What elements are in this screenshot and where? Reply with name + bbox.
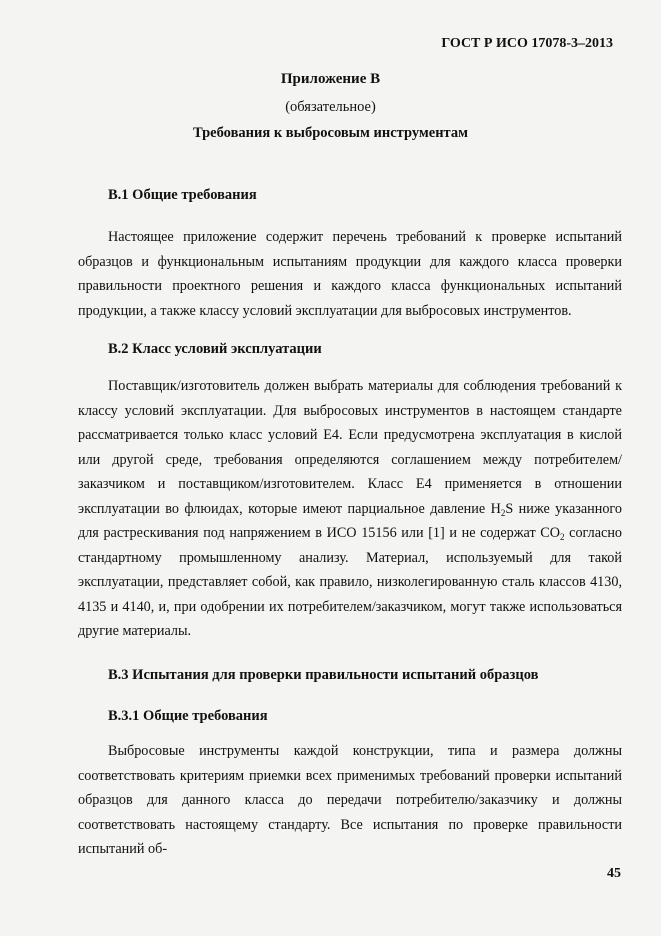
b2-text-part3: согласно стандартному промышленному анализу. Материал, используемый для такой эксплуатации, представляет собой, как правило, низколегированную сталь классов 4130, 4135 и 4140, и, при одобрении их потребителем/заказчиком, могут также использоваться другие материалы. [78, 525, 623, 639]
section-b3-heading: В.3 Испытания для проверки правильности испытаний образцов [108, 667, 539, 683]
section-b1-heading: В.1 Общие требования [108, 187, 257, 203]
co2-subscript: 2 [560, 532, 565, 542]
section-b2-paragraph [78, 374, 622, 644]
b2-text-part1: Поставщик/изготовитель должен выбрать материалы для соблюдения требований к классу условий эксплуатации. Для выбросовых инструментов в настоящем стандарте рассматривается только класс условий Е4. Если предусмотрена эксплуатация в кислой или другой среде, требования определяются соглашением между потребителем/заказчиком и поставщиком/изготовителем. Класс Е4 применяется в отношении эксплуатации во флюидах, которые имеют парциальное давление H [78, 378, 622, 517]
page-number: 45 [607, 866, 621, 881]
document-code: ГОСТ Р ИСО 17078-3–2013 [441, 36, 613, 51]
section-b1-paragraph: Настоящее приложение содержит перечень требований к проверке испытаний образцов и функциональным испытаниям продукции для каждого класса проверки правильности проектного решения и каждого класса функциональных испытаний продукции, а также классу условий эксплуатации для выбросовых инструментов. [78, 229, 622, 319]
section-b31-heading: В.3.1 Общие требования [108, 708, 268, 724]
appendix-status: (обязательное) [285, 99, 376, 115]
h2s-subscript: 2 [500, 507, 506, 518]
appendix-heading: Требования к выбросовым инструментам [193, 125, 468, 141]
section-b31-paragraph: Выбросовые инструменты каждой конструкции, типа и размера должны соответствовать критериям приемки всех применимых требований проверки испытаний образцов для данного класса до передачи потребителю/заказчику и должны соответствовать настоящему стандарту. Все испытания по проверке правильности испытаний об- [78, 743, 622, 857]
b2-text-part2: S ниже указанного для растрескивания под напряжением в ИСО 15156 или [1] и не содержат CO [78, 500, 622, 541]
appendix-title: Приложение В [280, 71, 381, 87]
section-b2-heading: В.2 Класс условий эксплуатации [108, 341, 322, 357]
